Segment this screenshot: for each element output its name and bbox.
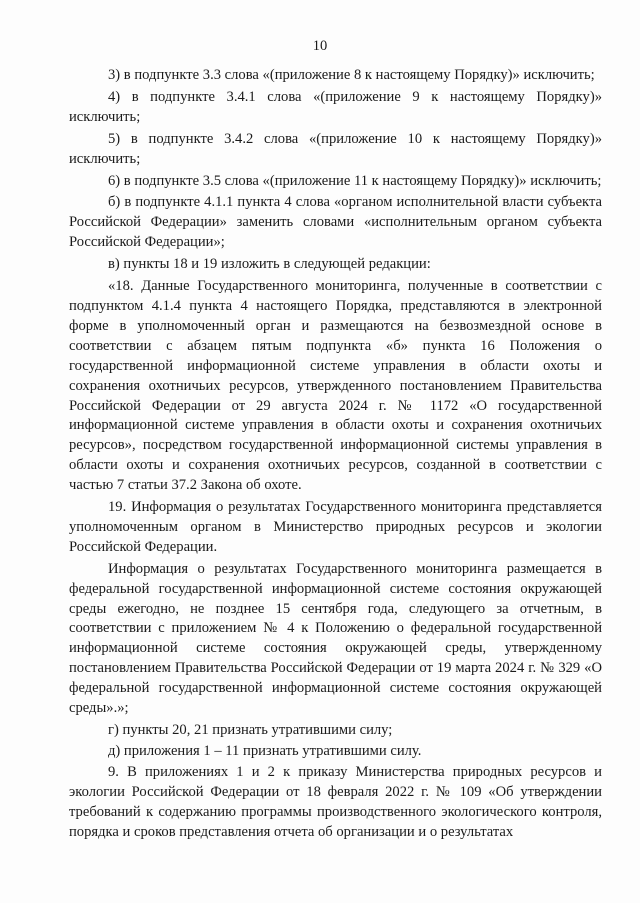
paragraph-item-5: 5) в подпункте 3.4.2 слова «(приложение 10 к настоящему Порядку)» исключить;: [69, 130, 602, 167]
paragraph-subitem-v: в) пункты 18 и 19 изложить в следующей редакции:: [108, 256, 431, 273]
paragraph-item-4: 4) в подпункте 3.4.1 слова «(приложение 9 к настоящему Порядку)» исключить;: [69, 88, 602, 125]
paragraph-subitem-d: д) приложения 1 – 11 признать утратившими силу.: [108, 742, 422, 759]
paragraph-subitem-g: г) пункты 20, 21 признать утратившими силу;: [108, 722, 393, 738]
paragraph-item-3: 3) в подпункте 3.3 слова «(приложение 8 к настоящему Порядку)» исключить;: [108, 67, 595, 83]
paragraph-item-6: 6) в подпункте 3.5 слова «(приложение 11 к настоящему Порядку)» исключить;: [108, 172, 602, 189]
paragraph-point-19-info: Информация о результатах Государственного мониторинга размещается в федеральной государственной информационной системе состояния окружающей среды ежегодно, не позднее 15 сентября года, следующего за отчетным, в соответствии с приложением № 4 к Положению о федеральной государственной информационной системе состояния окружающей среды, утвержденному постановлением Правительства Российской Федерации от 19 марта 2024 г. № 329 «О федеральной государственной информационной системе состояния окружающей среды».»;: [69, 560, 602, 717]
paragraph-item-9: 9. В приложениях 1 и 2 к приказу Министерства природных ресурсов и экологии Российской Федерации от 18 февраля 2022 г. № 109 «Об утверждении требований к содержанию программы производственного экологического контроля, порядка и сроков представления отчета об организации и о результатах: [69, 763, 602, 840]
paragraph-subitem-b: б) в подпункте 4.1.1 пункта 4 слова «органом исполнительной власти субъекта Российской Федерации» заменить словами «исполнительным органом субъекта Российской Федерации»;: [69, 194, 602, 251]
document-body: [69, 66, 602, 844]
paragraph-point-19: 19. Информация о результатах Государственного мониторинга представляется уполномоченным органом в Министерство природных ресурсов и экологии Российской Федерации.: [69, 499, 602, 555]
page-number: 10: [312, 38, 328, 54]
paragraph-point-18: «18. Данные Государственного мониторинга, полученные в соответствии с подпунктом 4.1.4 пункта 4 настоящего Порядка, представляются в электронной форме в уполномоченный орган и размещаются на безвозмездной основе в соответствии с абзацем пятым подпункта «б» пункта 16 Положения о государственной информационной системе управления в области охоты и сохранения охотничьих ресурсов, утвержденного постановлением Правительства Российской Федерации от 29 августа 2024 г. № 1172 «О государственной информационной системе управления в области охоты и сохранения охотничьих ресурсов», посредством государственной информационной системы управления в области охоты и сохранения охотничьих ресурсов, созданной в соответствии с частью 7 статьи 37.2 Закона об охоте.: [69, 278, 602, 494]
